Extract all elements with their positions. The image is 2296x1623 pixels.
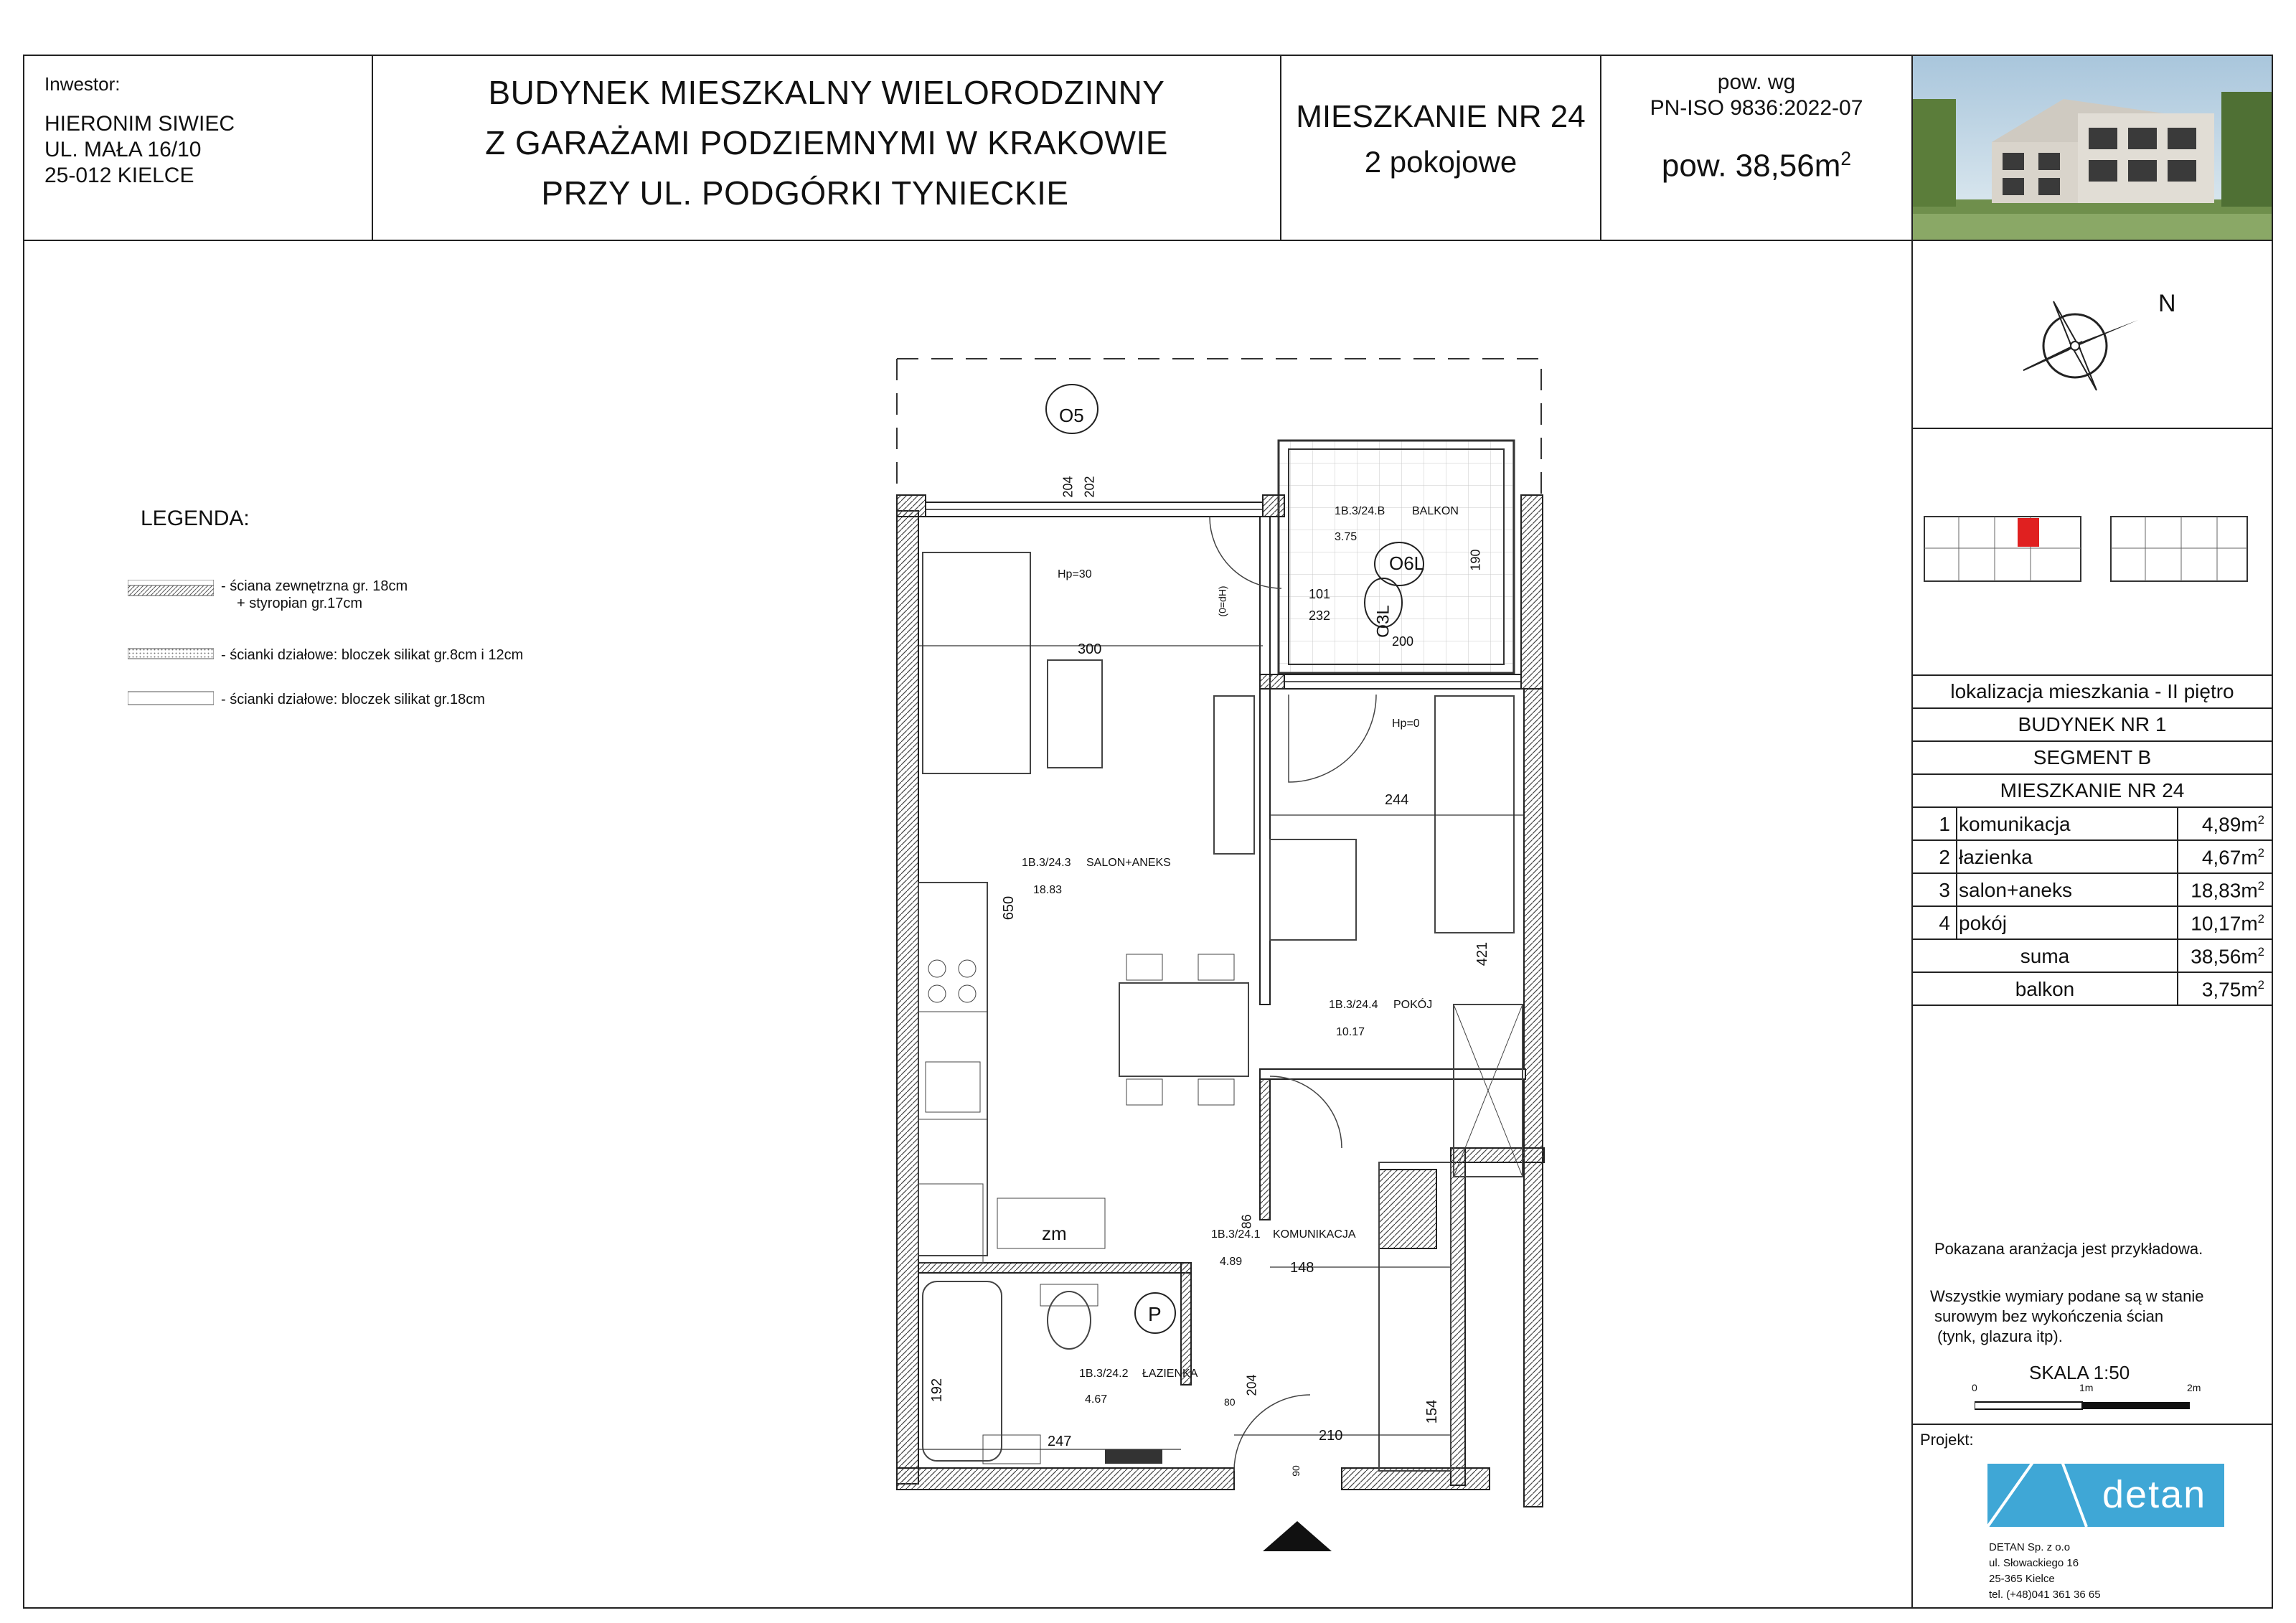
- room-area-salon: 18.83: [1033, 884, 1063, 896]
- summary-row-total: suma $38,56m^2$: [1913, 940, 2272, 973]
- dim-232: 232: [1309, 608, 1331, 623]
- compass-north-label: N: [2158, 290, 2176, 317]
- dim-154: 154: [1424, 1399, 1441, 1424]
- project-label: Projekt:: [1920, 1431, 1974, 1449]
- dim-200: 200: [1392, 634, 1414, 649]
- room-name-komunikacja: KOMUNIKACJA: [1273, 1228, 1356, 1241]
- room-name-salon: SALON+ANEKS: [1086, 857, 1171, 869]
- room-name-lazienka: ŁAZIENKA: [1142, 1368, 1198, 1380]
- dim-148: 148: [1290, 1260, 1314, 1276]
- dim-300: 300: [1078, 641, 1102, 657]
- project-title-line-2: Z GARAŻAMI PODZIEMNYMI W KRAKOWIE: [485, 124, 1168, 161]
- legend-title: LEGENDA:: [141, 507, 250, 530]
- dim-hp-side: (0=dH): [1216, 585, 1228, 617]
- scale-tick-1m: 1m: [2079, 1382, 2094, 1393]
- scale-tick-0: 0: [1972, 1382, 1977, 1393]
- dim-86: 86: [1239, 1214, 1254, 1229]
- legend-item-ext-wall-insulation: + styropian gr.17cm: [237, 596, 363, 611]
- logo-text: detan: [2102, 1473, 2207, 1516]
- table-row: 3 salon+aneks $18,83m^2$: [1913, 874, 2272, 907]
- panel-divider: [1913, 1424, 2272, 1425]
- room-code-pokoj: 1B.3/24.4: [1329, 999, 1378, 1011]
- header-divider: [23, 240, 2273, 241]
- company-street: ul. Słowackiego 16: [1989, 1557, 2079, 1569]
- apartment-title: MIESZKANIE NR 24: [1296, 99, 1586, 134]
- apartment-number: MIESZKANIE NR 24: [1913, 775, 2272, 808]
- area-norm-line-1: pow. wg: [1717, 70, 1796, 94]
- room-name-balkon: BALKON: [1412, 505, 1459, 517]
- scale-label: SKALA 1:50: [2029, 1362, 2130, 1383]
- investor-city: 25-012 KIELCE: [44, 164, 194, 187]
- building-render-image: [1913, 56, 2272, 240]
- segment-label: SEGMENT B: [1913, 742, 2272, 775]
- scale-bar: [1975, 1399, 2204, 1413]
- dim-204-b: 204: [1244, 1374, 1259, 1396]
- legend-swatches: [128, 580, 214, 709]
- dim-hp0: Hp=0: [1392, 718, 1420, 730]
- legend-item-partition-thin: - ścianki działowe: bloczek silikat gr.8cm i 12cm: [221, 647, 524, 663]
- room-area-balkon: 3.75: [1335, 531, 1358, 543]
- room-code-balkon: 1B.3/24.B: [1335, 505, 1385, 517]
- dim-421: 421: [1474, 941, 1491, 966]
- dim-202: 202: [1082, 476, 1097, 498]
- apartment-rooms: 2 pokojowe: [1364, 145, 1518, 179]
- investor-label: Inwestor:: [44, 73, 121, 95]
- dim-204: 204: [1060, 476, 1076, 498]
- investor-name: HIERONIM SIWIEC: [44, 112, 235, 136]
- legend-item-ext-wall: - ściana zewnętrzna gr. 18cm: [221, 578, 408, 594]
- project-title-line-1: BUDYNEK MIESZKALNY WIELORODZINNY: [488, 74, 1165, 111]
- dim-80: 80: [1224, 1396, 1236, 1408]
- note-dimensions-line-2: surowym bez wykończenia ścian: [1934, 1307, 2164, 1325]
- dim-247: 247: [1048, 1434, 1072, 1449]
- scale-tick-2m: 2m: [2187, 1382, 2201, 1393]
- investor-street: UL. MAŁA 16/10: [44, 138, 202, 161]
- tag-o3l: O3L: [1373, 605, 1393, 638]
- table-row: 2 łazienka $4,67m^2$: [1913, 841, 2272, 874]
- dim-101: 101: [1309, 587, 1331, 601]
- dim-190: 190: [1468, 549, 1483, 571]
- dim-hp30: Hp=30: [1058, 568, 1092, 580]
- dim-192: 192: [929, 1378, 946, 1403]
- dim-90: 90: [1289, 1465, 1302, 1477]
- company-phone: tel. (+48)041 361 36 65: [1989, 1589, 2101, 1601]
- summary-row-balcony: balkon $3,75m^2$: [1913, 973, 2272, 1006]
- room-code-lazienka: 1B.3/24.2: [1079, 1368, 1129, 1380]
- company-logo: [1987, 1464, 2224, 1527]
- dim-650: 650: [1001, 895, 1017, 921]
- note-arrangement: Pokazana aranżacja jest przykładowa.: [1934, 1240, 2203, 1258]
- room-name-pokoj: POKÓJ: [1393, 999, 1433, 1011]
- room-code-komunikacja: 1B.3/24.1: [1211, 1228, 1261, 1241]
- table-row: 4 pokój $10,17m^2$: [1913, 907, 2272, 940]
- note-dimensions-line-3: (tynk, glazura itp).: [1937, 1327, 2063, 1345]
- dim-244: 244: [1385, 792, 1409, 808]
- dim-210: 210: [1319, 1428, 1343, 1444]
- note-dimensions-line-1: Wszystkie wymiary podane są w stanie: [1930, 1287, 2204, 1305]
- key-plan-thumbnail: [1923, 507, 2260, 585]
- area-total: pow. $38,56m^2$: [1661, 148, 1852, 184]
- project-title-line-3: PRZY UL. PODGÓRKI TYNIECKIE: [541, 174, 1069, 212]
- company-name: DETAN Sp. z o.o: [1989, 1541, 2071, 1553]
- room-area-lazienka: 4.67: [1085, 1393, 1108, 1406]
- room-area-pokoj: 10.17: [1336, 1026, 1365, 1038]
- room-area-komunikacja: 4.89: [1220, 1256, 1243, 1268]
- floor-plan: [890, 352, 1564, 1571]
- room-code-salon: 1B.3/24.3: [1022, 857, 1071, 869]
- table-row: 1 komunikacja $4,89m^2$: [1913, 808, 2272, 841]
- panel-divider: [1913, 428, 2272, 429]
- legend-item-partition-thick: - ścianki działowe: bloczek silikat gr.18cm: [221, 692, 485, 707]
- building-number: BUDYNEK NR 1: [1913, 709, 2272, 742]
- area-norm-line-2: PN-ISO 9836:2022-07: [1650, 96, 1863, 120]
- tag-o6l: O6L: [1389, 552, 1425, 574]
- company-city: 25-365 Kielce: [1989, 1573, 2055, 1585]
- floor-location: lokalizacja mieszkania - II piętro: [1913, 676, 2272, 709]
- tag-o5: O5: [1059, 405, 1084, 426]
- tag-p: P: [1148, 1303, 1162, 1325]
- tag-zm: zm: [1042, 1223, 1067, 1244]
- compass-icon: [2023, 294, 2160, 402]
